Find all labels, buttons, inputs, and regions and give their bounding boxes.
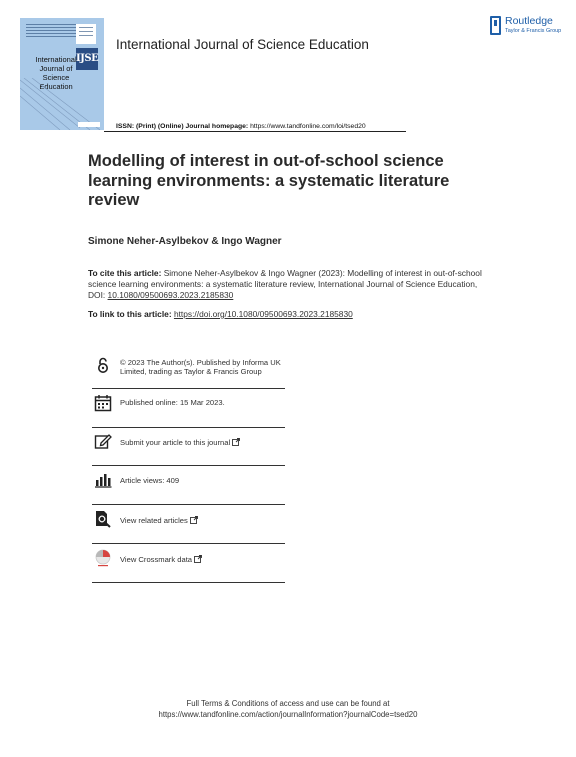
article-link-line [88,309,353,319]
routledge-mark-icon [490,16,501,35]
cover-title: International Journal of Science Education [35,55,77,91]
external-link-icon [232,438,240,446]
crossmark-link[interactable]: View Crossmark data [120,555,288,564]
submit-row[interactable] [92,428,285,466]
cover-text-lines [26,24,76,39]
related-articles-link[interactable]: View related articles [120,516,288,525]
publisher-name: Routledge [505,15,553,27]
published-date: Published online: 15 Mar 2023. [120,398,225,407]
external-link-icon [194,555,202,563]
crossmark-icon [94,549,112,567]
publisher-tagline: Taylor & Francis Group [505,28,562,34]
related-row[interactable] [92,505,285,544]
license-row [92,352,285,389]
doi-link[interactable]: 10.1080/09500693.2023.2185830 [107,290,234,301]
external-link-icon [190,516,198,524]
publisher-logo [490,16,560,40]
published-row [92,389,285,428]
footer-terms-text: Full Terms & Conditions of access and use can be found at [186,699,390,708]
submit-article-link[interactable]: Submit your article to this journal [120,438,288,447]
cover-logo: IJSE [76,48,98,70]
citation-text: Simone Neher-Asylbekov & Ingo Wagner (2023): Modelling of interest in out-of-school science learning environments: a systematic literature review, International Journal of Science Education, DOI: [88,268,482,301]
search-document-icon [94,510,112,528]
bar-chart-icon [94,471,112,489]
footer [0,698,576,720]
article-title: Modelling of interest in out-of-school science learning environments: a systematic literature review [88,152,450,209]
footer-terms-link[interactable]: https://www.tandfonline.com/action/journalInformation?journalCode=tsed20 [158,710,418,719]
citation-block [88,268,488,302]
calendar-icon [94,394,112,412]
open-access-lock-icon [94,356,112,374]
article-url-link[interactable]: https://doi.org/10.1080/09500693.2023.2185830 [173,309,353,319]
citation-label: To cite this article: [88,268,164,278]
journal-title: International Journal of Science Education [116,37,369,52]
edit-icon [94,432,112,450]
issn-label: ISSN: (Print) (Online) Journal homepage: [116,123,251,130]
journal-cover-image [20,18,104,130]
crossmark-row[interactable] [92,544,285,583]
link-label: To link to this article: [88,309,174,319]
header-divider [104,131,406,132]
issn-line [116,123,366,130]
journal-homepage-link[interactable]: https://www.tandfonline.com/loi/tsed20 [250,123,366,130]
cover-publisher-mark [78,122,100,127]
cover-badge [76,24,96,44]
article-views: Article views: 409 [120,476,180,485]
article-authors: Simone Neher-Asylbekov & Ingo Wagner [88,236,282,247]
views-row [92,466,285,505]
license-text: © 2023 The Author(s). Published by Informa UK Limited, trading as Taylor & Francis Group [120,358,281,377]
